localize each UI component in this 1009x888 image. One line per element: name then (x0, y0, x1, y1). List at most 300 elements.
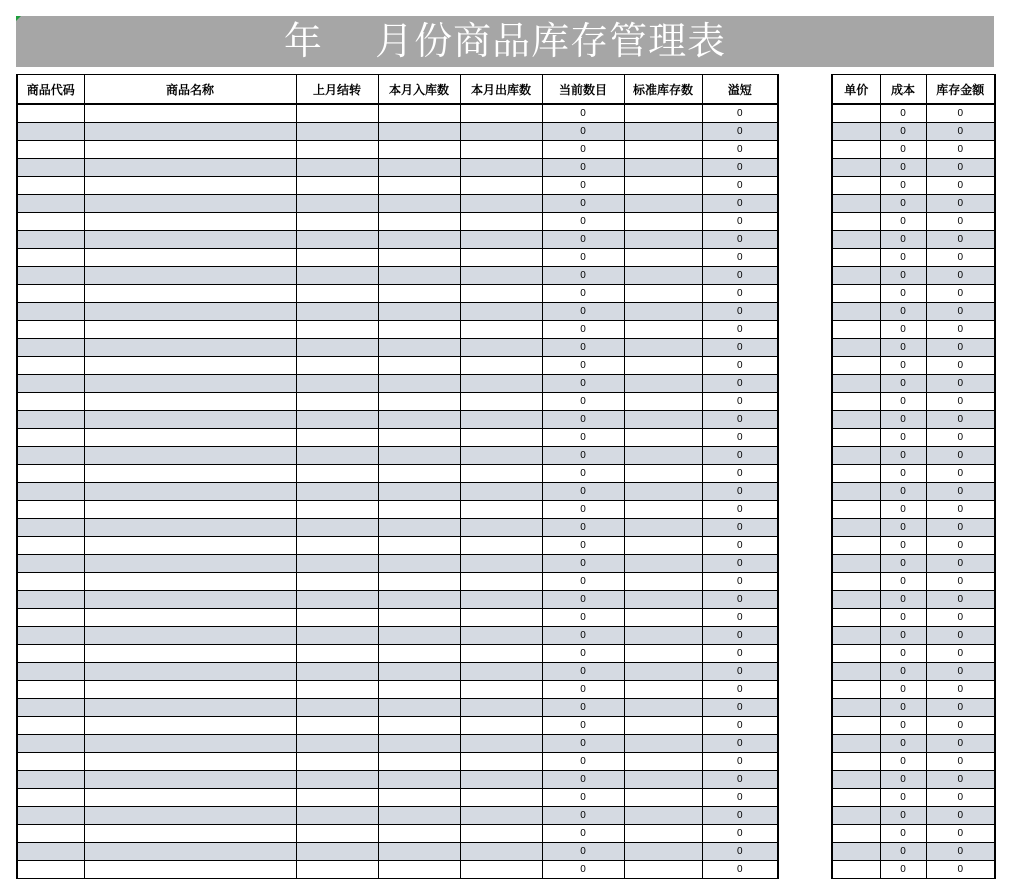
cell-product-code[interactable] (17, 645, 84, 663)
cell-month-inbound[interactable] (378, 861, 460, 879)
cell-last-month-carryover[interactable] (296, 627, 378, 645)
cell-month-outbound[interactable] (460, 555, 542, 573)
cell-month-outbound[interactable] (460, 393, 542, 411)
cell-stock-value[interactable]: 0 (926, 159, 995, 177)
cell-cost[interactable]: 0 (880, 519, 926, 537)
cell-current-quantity[interactable]: 0 (542, 609, 624, 627)
cell-stock-value[interactable]: 0 (926, 825, 995, 843)
cell-cost[interactable]: 0 (880, 825, 926, 843)
cell-month-outbound[interactable] (460, 627, 542, 645)
cell-product-code[interactable] (17, 555, 84, 573)
cell-surplus-shortage[interactable]: 0 (702, 645, 778, 663)
cell-stock-value[interactable]: 0 (926, 609, 995, 627)
cell-unit-price[interactable] (832, 267, 880, 285)
cell-product-code[interactable] (17, 519, 84, 537)
cell-product-name[interactable] (84, 141, 296, 159)
column-header-stock-value[interactable]: 库存金额 (926, 75, 995, 105)
cell-cost[interactable]: 0 (880, 231, 926, 249)
cell-product-code[interactable] (17, 267, 84, 285)
cell-cost[interactable]: 0 (880, 285, 926, 303)
cell-product-name[interactable] (84, 861, 296, 879)
cell-stock-value[interactable]: 0 (926, 195, 995, 213)
cell-last-month-carryover[interactable] (296, 465, 378, 483)
cell-stock-value[interactable]: 0 (926, 465, 995, 483)
cell-product-code[interactable] (17, 789, 84, 807)
cell-cost[interactable]: 0 (880, 357, 926, 375)
cell-standard-stock[interactable] (624, 663, 702, 681)
cell-month-inbound[interactable] (378, 501, 460, 519)
cell-month-inbound[interactable] (378, 807, 460, 825)
cell-cost[interactable]: 0 (880, 843, 926, 861)
cell-stock-value[interactable]: 0 (926, 789, 995, 807)
cell-product-code[interactable] (17, 753, 84, 771)
cell-month-inbound[interactable] (378, 645, 460, 663)
cell-last-month-carryover[interactable] (296, 483, 378, 501)
cell-month-outbound[interactable] (460, 104, 542, 123)
cell-last-month-carryover[interactable] (296, 771, 378, 789)
cell-unit-price[interactable] (832, 213, 880, 231)
cell-cost[interactable]: 0 (880, 555, 926, 573)
cell-product-name[interactable] (84, 591, 296, 609)
cell-month-outbound[interactable] (460, 825, 542, 843)
cell-month-inbound[interactable] (378, 177, 460, 195)
cell-unit-price[interactable] (832, 843, 880, 861)
cell-stock-value[interactable]: 0 (926, 123, 995, 141)
cell-current-quantity[interactable]: 0 (542, 501, 624, 519)
cell-month-outbound[interactable] (460, 357, 542, 375)
cell-stock-value[interactable]: 0 (926, 429, 995, 447)
cell-stock-value[interactable]: 0 (926, 411, 995, 429)
cell-unit-price[interactable] (832, 627, 880, 645)
cell-surplus-shortage[interactable]: 0 (702, 393, 778, 411)
cell-surplus-shortage[interactable]: 0 (702, 303, 778, 321)
cell-current-quantity[interactable]: 0 (542, 789, 624, 807)
cell-product-name[interactable] (84, 303, 296, 321)
cell-standard-stock[interactable] (624, 357, 702, 375)
cell-surplus-shortage[interactable]: 0 (702, 411, 778, 429)
cell-cost[interactable]: 0 (880, 447, 926, 465)
cell-month-inbound[interactable] (378, 357, 460, 375)
cell-stock-value[interactable]: 0 (926, 231, 995, 249)
cell-stock-value[interactable]: 0 (926, 591, 995, 609)
cell-unit-price[interactable] (832, 555, 880, 573)
cell-standard-stock[interactable] (624, 609, 702, 627)
cell-product-name[interactable] (84, 159, 296, 177)
cell-current-quantity[interactable]: 0 (542, 771, 624, 789)
cell-month-outbound[interactable] (460, 807, 542, 825)
cell-cost[interactable]: 0 (880, 429, 926, 447)
cell-product-code[interactable] (17, 807, 84, 825)
cell-product-name[interactable] (84, 177, 296, 195)
cell-month-outbound[interactable] (460, 789, 542, 807)
cell-month-inbound[interactable] (378, 699, 460, 717)
cell-product-name[interactable] (84, 231, 296, 249)
cell-stock-value[interactable]: 0 (926, 321, 995, 339)
cell-product-code[interactable] (17, 825, 84, 843)
cell-last-month-carryover[interactable] (296, 717, 378, 735)
cell-surplus-shortage[interactable]: 0 (702, 483, 778, 501)
cell-standard-stock[interactable] (624, 267, 702, 285)
cell-month-outbound[interactable] (460, 249, 542, 267)
cell-standard-stock[interactable] (624, 123, 702, 141)
cell-last-month-carryover[interactable] (296, 249, 378, 267)
cell-product-name[interactable] (84, 573, 296, 591)
cell-surplus-shortage[interactable]: 0 (702, 267, 778, 285)
cell-standard-stock[interactable] (624, 321, 702, 339)
cell-surplus-shortage[interactable]: 0 (702, 807, 778, 825)
cell-product-name[interactable] (84, 447, 296, 465)
cell-unit-price[interactable] (832, 411, 880, 429)
cell-cost[interactable]: 0 (880, 465, 926, 483)
cell-month-outbound[interactable] (460, 537, 542, 555)
cell-month-inbound[interactable] (378, 555, 460, 573)
cell-stock-value[interactable]: 0 (926, 627, 995, 645)
cell-last-month-carryover[interactable] (296, 429, 378, 447)
cell-standard-stock[interactable] (624, 483, 702, 501)
cell-standard-stock[interactable] (624, 519, 702, 537)
cell-product-name[interactable] (84, 807, 296, 825)
cell-month-inbound[interactable] (378, 213, 460, 231)
cell-current-quantity[interactable]: 0 (542, 177, 624, 195)
cell-unit-price[interactable] (832, 735, 880, 753)
cell-last-month-carryover[interactable] (296, 411, 378, 429)
cell-surplus-shortage[interactable]: 0 (702, 699, 778, 717)
cell-cost[interactable]: 0 (880, 591, 926, 609)
cell-standard-stock[interactable] (624, 573, 702, 591)
cell-cost[interactable]: 0 (880, 609, 926, 627)
cell-product-name[interactable] (84, 375, 296, 393)
cell-month-inbound[interactable] (378, 717, 460, 735)
cell-product-name[interactable] (84, 195, 296, 213)
cell-product-code[interactable] (17, 681, 84, 699)
cell-surplus-shortage[interactable]: 0 (702, 249, 778, 267)
cell-current-quantity[interactable]: 0 (542, 699, 624, 717)
cell-stock-value[interactable]: 0 (926, 717, 995, 735)
cell-unit-price[interactable] (832, 519, 880, 537)
cell-month-outbound[interactable] (460, 519, 542, 537)
cell-surplus-shortage[interactable]: 0 (702, 195, 778, 213)
cell-unit-price[interactable] (832, 771, 880, 789)
cell-cost[interactable]: 0 (880, 141, 926, 159)
cell-month-outbound[interactable] (460, 447, 542, 465)
cell-unit-price[interactable] (832, 177, 880, 195)
cell-stock-value[interactable]: 0 (926, 663, 995, 681)
cell-unit-price[interactable] (832, 339, 880, 357)
cell-product-code[interactable] (17, 771, 84, 789)
cell-current-quantity[interactable]: 0 (542, 861, 624, 879)
cell-current-quantity[interactable]: 0 (542, 483, 624, 501)
column-header-month-inbound[interactable]: 本月入库数 (378, 75, 460, 105)
cell-stock-value[interactable]: 0 (926, 519, 995, 537)
cell-product-name[interactable] (84, 699, 296, 717)
cell-last-month-carryover[interactable] (296, 195, 378, 213)
cell-month-outbound[interactable] (460, 303, 542, 321)
cell-current-quantity[interactable]: 0 (542, 357, 624, 375)
cell-current-quantity[interactable]: 0 (542, 321, 624, 339)
cell-last-month-carryover[interactable] (296, 789, 378, 807)
cell-product-name[interactable] (84, 519, 296, 537)
cell-stock-value[interactable]: 0 (926, 393, 995, 411)
cell-stock-value[interactable]: 0 (926, 501, 995, 519)
cell-standard-stock[interactable] (624, 591, 702, 609)
cell-last-month-carryover[interactable] (296, 104, 378, 123)
cell-product-code[interactable] (17, 393, 84, 411)
cell-stock-value[interactable]: 0 (926, 681, 995, 699)
cell-month-outbound[interactable] (460, 411, 542, 429)
cell-standard-stock[interactable] (624, 717, 702, 735)
cell-standard-stock[interactable] (624, 753, 702, 771)
cell-product-name[interactable] (84, 825, 296, 843)
cell-last-month-carryover[interactable] (296, 357, 378, 375)
cell-cost[interactable]: 0 (880, 159, 926, 177)
column-header-month-outbound[interactable]: 本月出库数 (460, 75, 542, 105)
cell-unit-price[interactable] (832, 663, 880, 681)
cell-unit-price[interactable] (832, 393, 880, 411)
cell-last-month-carryover[interactable] (296, 591, 378, 609)
cell-month-outbound[interactable] (460, 141, 542, 159)
cell-last-month-carryover[interactable] (296, 861, 378, 879)
cell-last-month-carryover[interactable] (296, 519, 378, 537)
cell-month-outbound[interactable] (460, 699, 542, 717)
cell-month-inbound[interactable] (378, 195, 460, 213)
cell-product-code[interactable] (17, 843, 84, 861)
cell-cost[interactable]: 0 (880, 771, 926, 789)
cell-current-quantity[interactable]: 0 (542, 627, 624, 645)
cell-stock-value[interactable]: 0 (926, 753, 995, 771)
cell-month-inbound[interactable] (378, 465, 460, 483)
cell-product-code[interactable] (17, 537, 84, 555)
cell-product-code[interactable] (17, 159, 84, 177)
cell-product-code[interactable] (17, 573, 84, 591)
cell-current-quantity[interactable]: 0 (542, 753, 624, 771)
cell-product-name[interactable] (84, 735, 296, 753)
cell-month-outbound[interactable] (460, 753, 542, 771)
cell-product-name[interactable] (84, 483, 296, 501)
column-header-product-code[interactable]: 商品代码 (17, 75, 84, 105)
cell-standard-stock[interactable] (624, 195, 702, 213)
cell-standard-stock[interactable] (624, 501, 702, 519)
cell-product-code[interactable] (17, 285, 84, 303)
cell-product-code[interactable] (17, 213, 84, 231)
cell-surplus-shortage[interactable]: 0 (702, 627, 778, 645)
cell-month-inbound[interactable] (378, 843, 460, 861)
cell-current-quantity[interactable]: 0 (542, 249, 624, 267)
cell-cost[interactable]: 0 (880, 249, 926, 267)
cell-surplus-shortage[interactable]: 0 (702, 465, 778, 483)
cell-stock-value[interactable]: 0 (926, 104, 995, 123)
cell-standard-stock[interactable] (624, 789, 702, 807)
cell-month-inbound[interactable] (378, 753, 460, 771)
cell-month-outbound[interactable] (460, 177, 542, 195)
cell-cost[interactable]: 0 (880, 393, 926, 411)
cell-month-inbound[interactable] (378, 393, 460, 411)
cell-standard-stock[interactable] (624, 447, 702, 465)
cell-product-name[interactable] (84, 609, 296, 627)
cell-standard-stock[interactable] (624, 429, 702, 447)
column-header-unit-price[interactable]: 单价 (832, 75, 880, 105)
cell-last-month-carryover[interactable] (296, 267, 378, 285)
cell-product-name[interactable] (84, 501, 296, 519)
cell-product-name[interactable] (84, 537, 296, 555)
cell-last-month-carryover[interactable] (296, 141, 378, 159)
cell-unit-price[interactable] (832, 285, 880, 303)
cell-last-month-carryover[interactable] (296, 159, 378, 177)
cell-product-code[interactable] (17, 375, 84, 393)
cell-stock-value[interactable]: 0 (926, 375, 995, 393)
cell-product-name[interactable] (84, 663, 296, 681)
cell-standard-stock[interactable] (624, 465, 702, 483)
cell-cost[interactable]: 0 (880, 681, 926, 699)
cell-product-name[interactable] (84, 357, 296, 375)
cell-unit-price[interactable] (832, 357, 880, 375)
cell-cost[interactable]: 0 (880, 663, 926, 681)
cell-standard-stock[interactable] (624, 843, 702, 861)
cell-stock-value[interactable]: 0 (926, 699, 995, 717)
cell-surplus-shortage[interactable]: 0 (702, 213, 778, 231)
cell-stock-value[interactable]: 0 (926, 735, 995, 753)
cell-product-name[interactable] (84, 285, 296, 303)
cell-unit-price[interactable] (832, 681, 880, 699)
cell-current-quantity[interactable]: 0 (542, 717, 624, 735)
cell-surplus-shortage[interactable]: 0 (702, 717, 778, 735)
cell-standard-stock[interactable] (624, 825, 702, 843)
cell-product-code[interactable] (17, 627, 84, 645)
cell-month-inbound[interactable] (378, 303, 460, 321)
cell-month-inbound[interactable] (378, 249, 460, 267)
cell-surplus-shortage[interactable]: 0 (702, 789, 778, 807)
cell-current-quantity[interactable]: 0 (542, 825, 624, 843)
cell-last-month-carryover[interactable] (296, 123, 378, 141)
cell-unit-price[interactable] (832, 465, 880, 483)
cell-product-name[interactable] (84, 339, 296, 357)
cell-month-inbound[interactable] (378, 735, 460, 753)
cell-month-inbound[interactable] (378, 447, 460, 465)
cell-unit-price[interactable] (832, 807, 880, 825)
cell-month-outbound[interactable] (460, 501, 542, 519)
cell-cost[interactable]: 0 (880, 195, 926, 213)
cell-surplus-shortage[interactable]: 0 (702, 861, 778, 879)
cell-month-outbound[interactable] (460, 465, 542, 483)
cell-surplus-shortage[interactable]: 0 (702, 681, 778, 699)
cell-current-quantity[interactable]: 0 (542, 231, 624, 249)
cell-product-name[interactable] (84, 681, 296, 699)
cell-surplus-shortage[interactable]: 0 (702, 447, 778, 465)
cell-unit-price[interactable] (832, 123, 880, 141)
cell-standard-stock[interactable] (624, 537, 702, 555)
cell-product-code[interactable] (17, 195, 84, 213)
cell-standard-stock[interactable] (624, 699, 702, 717)
cell-last-month-carryover[interactable] (296, 663, 378, 681)
column-header-product-name[interactable]: 商品名称 (84, 75, 296, 105)
cell-cost[interactable]: 0 (880, 717, 926, 735)
cell-month-outbound[interactable] (460, 843, 542, 861)
cell-unit-price[interactable] (832, 303, 880, 321)
cell-standard-stock[interactable] (624, 159, 702, 177)
cell-stock-value[interactable]: 0 (926, 555, 995, 573)
cell-month-outbound[interactable] (460, 771, 542, 789)
cell-current-quantity[interactable]: 0 (542, 843, 624, 861)
cell-standard-stock[interactable] (624, 861, 702, 879)
cell-month-outbound[interactable] (460, 663, 542, 681)
cell-stock-value[interactable]: 0 (926, 177, 995, 195)
cell-standard-stock[interactable] (624, 771, 702, 789)
cell-standard-stock[interactable] (624, 627, 702, 645)
cell-product-name[interactable] (84, 393, 296, 411)
cell-current-quantity[interactable]: 0 (542, 591, 624, 609)
cell-stock-value[interactable]: 0 (926, 249, 995, 267)
cell-month-inbound[interactable] (378, 681, 460, 699)
cell-unit-price[interactable] (832, 321, 880, 339)
cell-last-month-carryover[interactable] (296, 645, 378, 663)
cell-standard-stock[interactable] (624, 681, 702, 699)
cell-product-name[interactable] (84, 789, 296, 807)
column-header-surplus-shortage[interactable]: 溢短 (702, 75, 778, 105)
cell-last-month-carryover[interactable] (296, 681, 378, 699)
cell-month-inbound[interactable] (378, 104, 460, 123)
cell-cost[interactable]: 0 (880, 483, 926, 501)
cell-cost[interactable]: 0 (880, 123, 926, 141)
cell-current-quantity[interactable]: 0 (542, 465, 624, 483)
cell-product-name[interactable] (84, 429, 296, 447)
cell-last-month-carryover[interactable] (296, 303, 378, 321)
cell-month-outbound[interactable] (460, 717, 542, 735)
cell-unit-price[interactable] (832, 501, 880, 519)
cell-month-outbound[interactable] (460, 159, 542, 177)
cell-surplus-shortage[interactable]: 0 (702, 159, 778, 177)
cell-cost[interactable]: 0 (880, 339, 926, 357)
cell-stock-value[interactable]: 0 (926, 285, 995, 303)
cell-product-name[interactable] (84, 627, 296, 645)
cell-product-name[interactable] (84, 753, 296, 771)
cell-month-inbound[interactable] (378, 789, 460, 807)
cell-last-month-carryover[interactable] (296, 213, 378, 231)
cell-unit-price[interactable] (832, 645, 880, 663)
cell-cost[interactable]: 0 (880, 213, 926, 231)
cell-product-name[interactable] (84, 104, 296, 123)
cell-cost[interactable]: 0 (880, 735, 926, 753)
cell-surplus-shortage[interactable]: 0 (702, 753, 778, 771)
cell-month-outbound[interactable] (460, 375, 542, 393)
cell-last-month-carryover[interactable] (296, 339, 378, 357)
cell-month-outbound[interactable] (460, 573, 542, 591)
cell-surplus-shortage[interactable]: 0 (702, 771, 778, 789)
cell-month-inbound[interactable] (378, 339, 460, 357)
cell-standard-stock[interactable] (624, 375, 702, 393)
cell-product-code[interactable] (17, 861, 84, 879)
cell-cost[interactable]: 0 (880, 177, 926, 195)
cell-month-outbound[interactable] (460, 429, 542, 447)
cell-unit-price[interactable] (832, 249, 880, 267)
cell-standard-stock[interactable] (624, 411, 702, 429)
cell-stock-value[interactable]: 0 (926, 267, 995, 285)
cell-month-outbound[interactable] (460, 483, 542, 501)
cell-last-month-carryover[interactable] (296, 573, 378, 591)
cell-current-quantity[interactable]: 0 (542, 159, 624, 177)
cell-standard-stock[interactable] (624, 213, 702, 231)
cell-product-code[interactable] (17, 411, 84, 429)
cell-unit-price[interactable] (832, 753, 880, 771)
cell-last-month-carryover[interactable] (296, 231, 378, 249)
cell-surplus-shortage[interactable]: 0 (702, 429, 778, 447)
cell-stock-value[interactable]: 0 (926, 447, 995, 465)
cell-product-name[interactable] (84, 123, 296, 141)
cell-product-code[interactable] (17, 465, 84, 483)
cell-current-quantity[interactable]: 0 (542, 645, 624, 663)
cell-product-code[interactable] (17, 483, 84, 501)
cell-month-outbound[interactable] (460, 123, 542, 141)
cell-surplus-shortage[interactable]: 0 (702, 735, 778, 753)
cell-cost[interactable]: 0 (880, 627, 926, 645)
